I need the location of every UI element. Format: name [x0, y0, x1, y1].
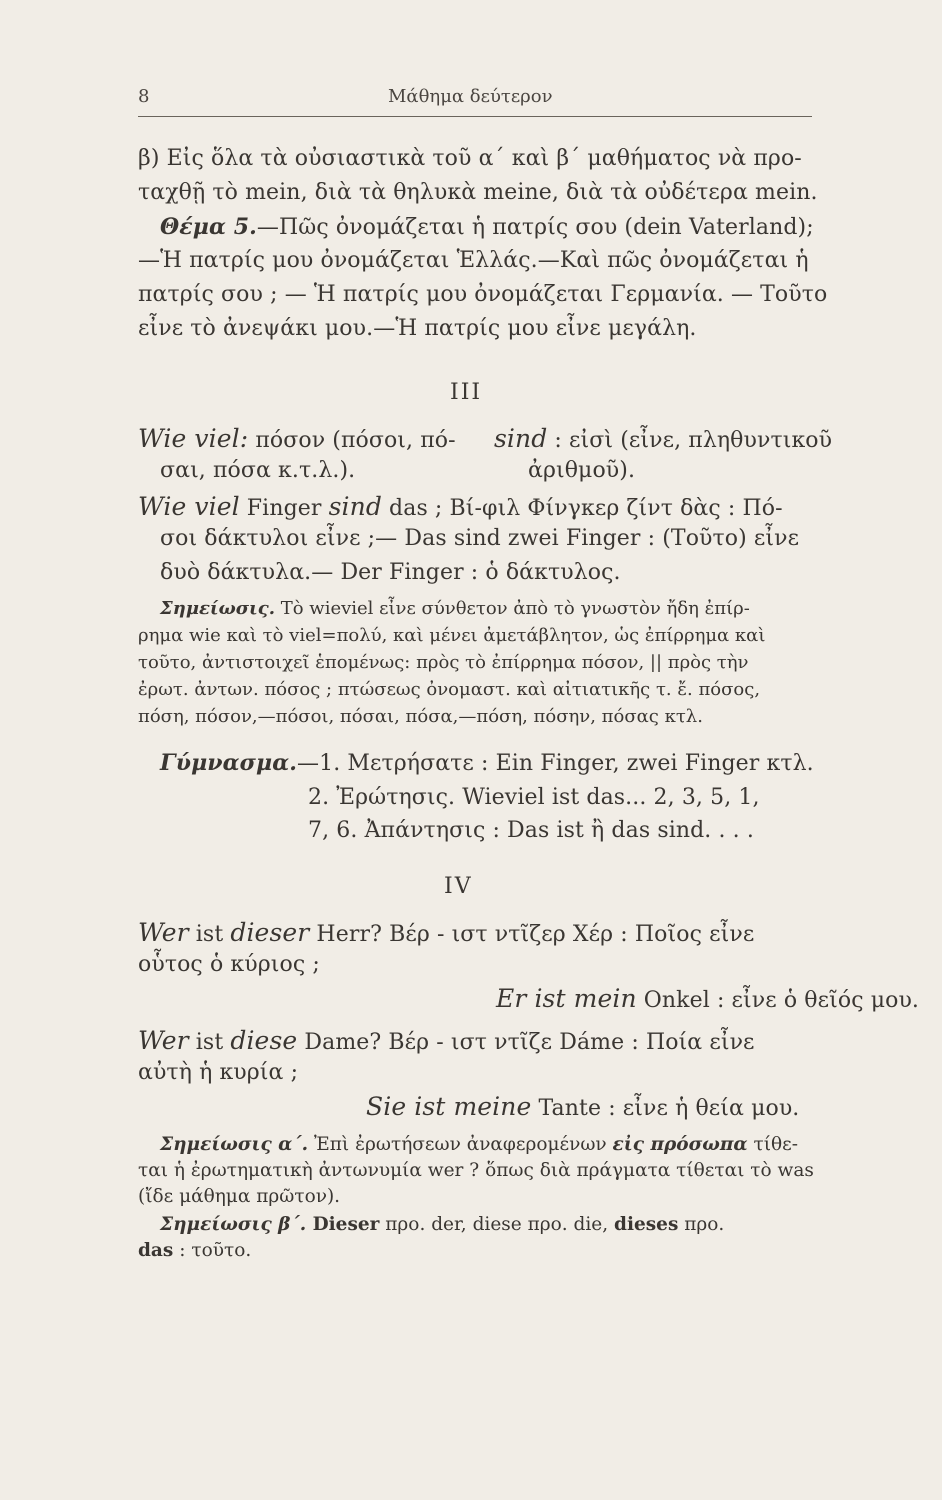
text-line: οὗτος ὁ κύριος ; — [138, 952, 320, 977]
text-span: Onkel : εἶνε ὁ θεῖός μου. — [636, 988, 920, 1013]
header-rule — [138, 116, 812, 117]
note-line — [138, 1240, 251, 1261]
text-line: β) Εἰς ὅλα τὰ οὐσιαστικὰ τοῦ α΄ καὶ β΄ μαθήματος νὰ προ- — [138, 146, 802, 171]
text-line: δυὸ δάκτυλα.— Der Finger : ὁ δάκτυλος. — [160, 560, 621, 585]
section-numeral: III — [450, 380, 483, 405]
text-span: ist — [188, 922, 231, 947]
vocab-term: Wie viel: — [138, 424, 249, 453]
text-span: ist — [188, 1030, 231, 1055]
german-term: dieser — [230, 918, 310, 947]
text-span: das ; Βί-φιλ Φίνγκερ ζίντ δὰς : Πό- — [381, 496, 783, 521]
page-number: 8 — [138, 86, 150, 107]
example-line — [138, 492, 783, 521]
vocab-right-line-1 — [494, 424, 832, 453]
text-span: Tante : εἶνε ἡ θεία μου. — [531, 1096, 800, 1121]
text-span: Herr? Βέρ - ιστ ντῖζερ Χέρ : Ποῖος εἶνε — [309, 922, 755, 947]
vocab-def: : εἰσὶ (εἶνε, πληθυντικοῦ — [547, 428, 833, 453]
vocab-right-line-2: ἀριθμοῦ). — [528, 458, 636, 483]
german-term: diese — [472, 1214, 522, 1235]
text-line: εἶνε τὸ ἀνεψάκι μου.—Ἡ πατρίς μου εἶνε μεγάλη. — [138, 316, 697, 341]
text-line: 7, 6. Ἀπάντησις : Das ist ἢ das sind. . . . — [308, 818, 754, 843]
text-span: προ. die, — [521, 1214, 615, 1235]
german-term: Wer — [138, 918, 189, 947]
note-line — [160, 1134, 798, 1155]
text-span: τίθε- — [747, 1134, 799, 1155]
vocab-term: sind — [494, 424, 548, 453]
vocab-left-line-1 — [138, 424, 456, 453]
text-span: προ. der, — [379, 1214, 473, 1235]
note-line: ται ἡ ἐρωτηματικὴ ἀντωνυμία wer ? ὅπως διὰ πράγματα τίθεται τὸ was — [138, 1160, 814, 1181]
question-line — [138, 1026, 755, 1055]
running-title: Μάθημα δεύτερον — [388, 86, 553, 107]
answer-line — [366, 1092, 799, 1121]
section-numeral: IV — [444, 874, 473, 899]
note-line: (ἴδε μάθημα πρῶτον). — [138, 1186, 341, 1207]
note-line: πόση, πόσον,—πόσοι, πόσαι, πόσα,—πόση, πόσην, πόσας κτλ. — [138, 706, 703, 727]
answer-line — [496, 984, 919, 1013]
exercise-line — [160, 750, 814, 776]
german-term: das — [138, 1240, 174, 1261]
text-span: Dame? Βέρ - ιστ ντῖζε Dáme : Ποία εἶνε — [297, 1030, 755, 1055]
exercise-label: Γύμνασμα. — [160, 750, 297, 776]
note-line: ρημα wie καὶ τὸ viel=πολύ, καὶ μένει ἀμετάβλητον, ὡς ἐπίρρημα καὶ — [138, 625, 766, 646]
german-term: ist meine — [406, 1092, 532, 1121]
text-span: Τὸ wieviel εἶνε σύνθετον ἀπὸ τὸ γνωστὸν ἤδη ἐπίρ- — [275, 598, 750, 619]
vocab-def: πόσον (πόσοι, πό- — [248, 428, 456, 453]
note-line — [160, 598, 750, 619]
german-term: ist mein — [526, 984, 637, 1013]
text-line: αὐτὴ ἡ κυρία ; — [138, 1060, 299, 1085]
german-term: Dieser — [306, 1214, 380, 1235]
text-line: ταχθῇ τὸ mein, διὰ τὰ θηλυκὰ meine, διὰ τὰ οὐδέτερα mein. — [138, 180, 818, 205]
german-term: sind — [328, 492, 382, 521]
note-line: ἐρωτ. ἀντων. πόσος ; πτώσεως ὀνομαστ. καὶ αἰτιατικῆς τ. ἔ. πόσος, — [138, 679, 761, 700]
note-label: Σημείωσις. — [160, 598, 275, 619]
vocab-left-line-2: σαι, πόσα κ.τ.λ.). — [160, 458, 356, 483]
text-span: —1. Μετρήσατε : Ein Finger, zwei Finger κτλ. — [297, 751, 814, 776]
question-line — [138, 918, 754, 947]
german-term: Er — [496, 984, 527, 1013]
note-label: Σημείωσις β΄. — [160, 1214, 307, 1235]
theme-label: Θέμα 5. — [160, 214, 257, 240]
text-span: Ἐπὶ ἐρωτήσεων ἀναφερομένων — [308, 1134, 613, 1155]
text-line: —Ἡ πατρίς μου ὀνομάζεται Ἑλλάς.—Καὶ πῶς ὀνομάζεται ἡ — [138, 248, 809, 273]
text-line: πατρίς σου ; — Ἡ πατρίς μου ὀνομάζεται Γερμανία. — Τοῦτο — [138, 282, 828, 307]
text-span: Finger — [239, 496, 329, 521]
text-line: 2. Ἐρώτησις. Wieviel ist das... 2, 3, 5, 1, — [308, 785, 760, 810]
theme-line — [160, 214, 814, 240]
german-term: dieses — [614, 1214, 679, 1235]
text-span: : τοῦτο. — [173, 1240, 252, 1261]
note-label: Σημείωσις α΄. — [160, 1134, 309, 1155]
text-span: προ. — [678, 1214, 725, 1235]
note-line: τοῦτο, ἀντιστοιχεῖ ἑπομένως: πρὸς τὸ ἐπίρρημα πόσον, || πρὸς τὴν — [138, 652, 749, 673]
text-line: σοι δάκτυλοι εἶνε ;— Das sind zwei Finger : (Τοῦτο) εἶνε — [160, 526, 800, 551]
emphasis: εἰς πρόσωπα — [612, 1134, 748, 1155]
german-term: diese — [230, 1026, 298, 1055]
text-span: —Πῶς ὀνομάζεται ἡ πατρίς σου (dein Vaterland); — [256, 215, 814, 240]
german-term: Wie viel — [138, 492, 240, 521]
note-line — [160, 1214, 724, 1235]
german-term: Wer — [138, 1026, 189, 1055]
german-term: Sie — [366, 1092, 407, 1121]
